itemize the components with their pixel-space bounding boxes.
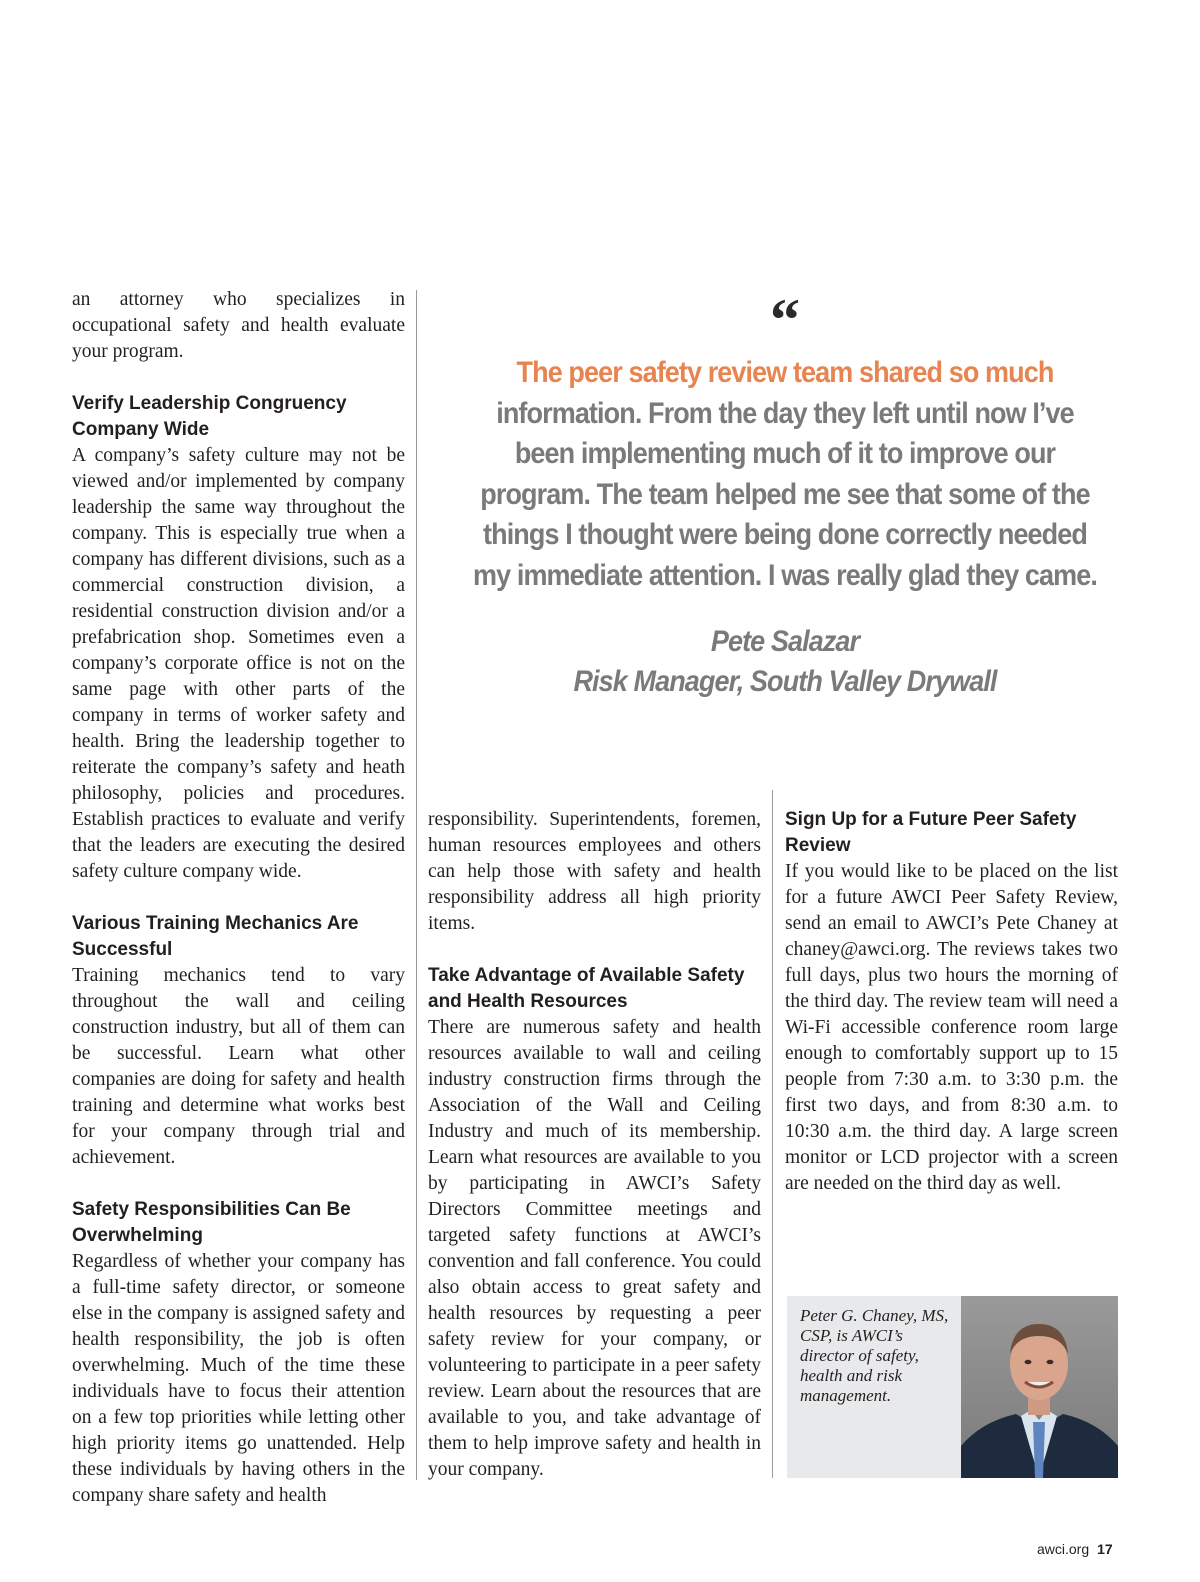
- quote-author-name: Pete Salazar: [710, 625, 860, 658]
- leadership-paragraph: A company’s safety culture may not be viewed and/or implemented by company leadership the same way throughout the company. This is especially true when a company has different divisions, such as a commercial construction division, a residential construction division and/or a prefabrication shop. Sometimes even a company’s corporate office is not on the same page with other parts of the company in terms of worker safety and health. Bring the leadership together to reiterate the company’s safety and heath philosophy, policies and procedures. Establish practices to evaluate and verify that the leaders are executing the desired safety culture company wide.: [72, 445, 405, 882]
- training-paragraph: Training mechanics tend to vary throughout the wall and ceiling construction industry, but all of them can be successful. Learn what other companies are doing for safety and health training and determine what works best for your company through trial and achievement.: [72, 965, 405, 1168]
- continued-paragraph: responsibility. Superintendents, foremen, human resources employees and others can help those with safety and health responsibility address all high priority items.: [428, 809, 761, 934]
- heading-safety-responsibilities: Safety Responsibilities Can Be Overwhelming: [72, 1199, 351, 1246]
- middle-column: [428, 807, 761, 1483]
- quote-highlight: The peer safety review team shared so much: [516, 356, 1054, 389]
- author-portrait-icon: [961, 1296, 1118, 1478]
- right-column: [785, 807, 1118, 1197]
- author-bio: Peter G. Chaney, MS, CSP, is AWCI’s director of safety, health and risk management.: [800, 1306, 949, 1405]
- page-number: 17: [1097, 1541, 1113, 1557]
- heading-sign-up: Sign Up for a Future Peer Safety Review: [785, 809, 1077, 856]
- quote-attribution: [502, 622, 1069, 702]
- author-box: [787, 1296, 1118, 1478]
- quote-mark-icon: “: [770, 287, 800, 353]
- heading-verify-leadership: Verify Leadership Congruency Company Wide: [72, 393, 347, 440]
- signup-paragraph: If you would like to be placed on the list for a future AWCI Peer Safety Review, send an email to AWCI’s Pete Chaney at chaney@awci.org. The reviews takes two full days, plus two hours the morning of the third day. The review team will need a Wi-Fi accessible conference room large enough to comfortably support up to 15 people from 7:30 a.m. to 3:30 p.m. the first two days, and from 8:30 a.m. to 10:30 a.m. the third day. A large screen monitor or LCD projector with a screen are needed on the third day as well.: [785, 861, 1118, 1194]
- footer-site: awci.org: [1037, 1541, 1090, 1557]
- resources-paragraph: There are numerous safety and health resources available to wall and ceiling industry construction firms through the Association of the Wall and Ceiling Industry and much of its membership. Learn what resources are available to you by participating in AWCI’s Safety Directors Committee meetings and targeted safety functions at AWCI’s convention and fall conference. You could also obtain access to great safety and health resources by requesting a peer safety review for your company, or volunteering to participate in a peer safety review. Learn about the resources that are available to you, and take advantage of them to help improve safety and health in your company.: [428, 1017, 761, 1480]
- heading-take-advantage: Take Advantage of Available Safety and Health Resources: [428, 965, 745, 1012]
- intro-paragraph: an attorney who specializes in occupational safety and health evaluate your program.: [72, 289, 405, 362]
- quote-author-title: Risk Manager, South Valley Drywall: [573, 665, 997, 698]
- author-photo: [961, 1296, 1118, 1478]
- left-column: [72, 287, 405, 1509]
- responsibilities-paragraph: Regardless of whether your company has a full-time safety director, or someone else in the company is assigned safety and health responsibility, the job is often overwhelming. Much of the time these individuals have to focus their attention on a few top priorities while letting other high priority items go unattended. Help these individuals by having others in the company share safety and health: [72, 1251, 405, 1506]
- pull-quote: [470, 287, 1100, 702]
- page-footer: [1037, 1541, 1113, 1557]
- quote-text: [470, 353, 1100, 596]
- quote-body: information. From the day they left until now I’ve been implementing much of it to improve our program. The team helped me see that some of the things I thought were being done correctly needed my immediate attention. I was really glad they came.: [473, 396, 1097, 592]
- column-divider: [416, 290, 417, 1480]
- column-divider: [772, 790, 773, 1478]
- heading-various-training: Various Training Mechanics Are Successful: [72, 913, 359, 960]
